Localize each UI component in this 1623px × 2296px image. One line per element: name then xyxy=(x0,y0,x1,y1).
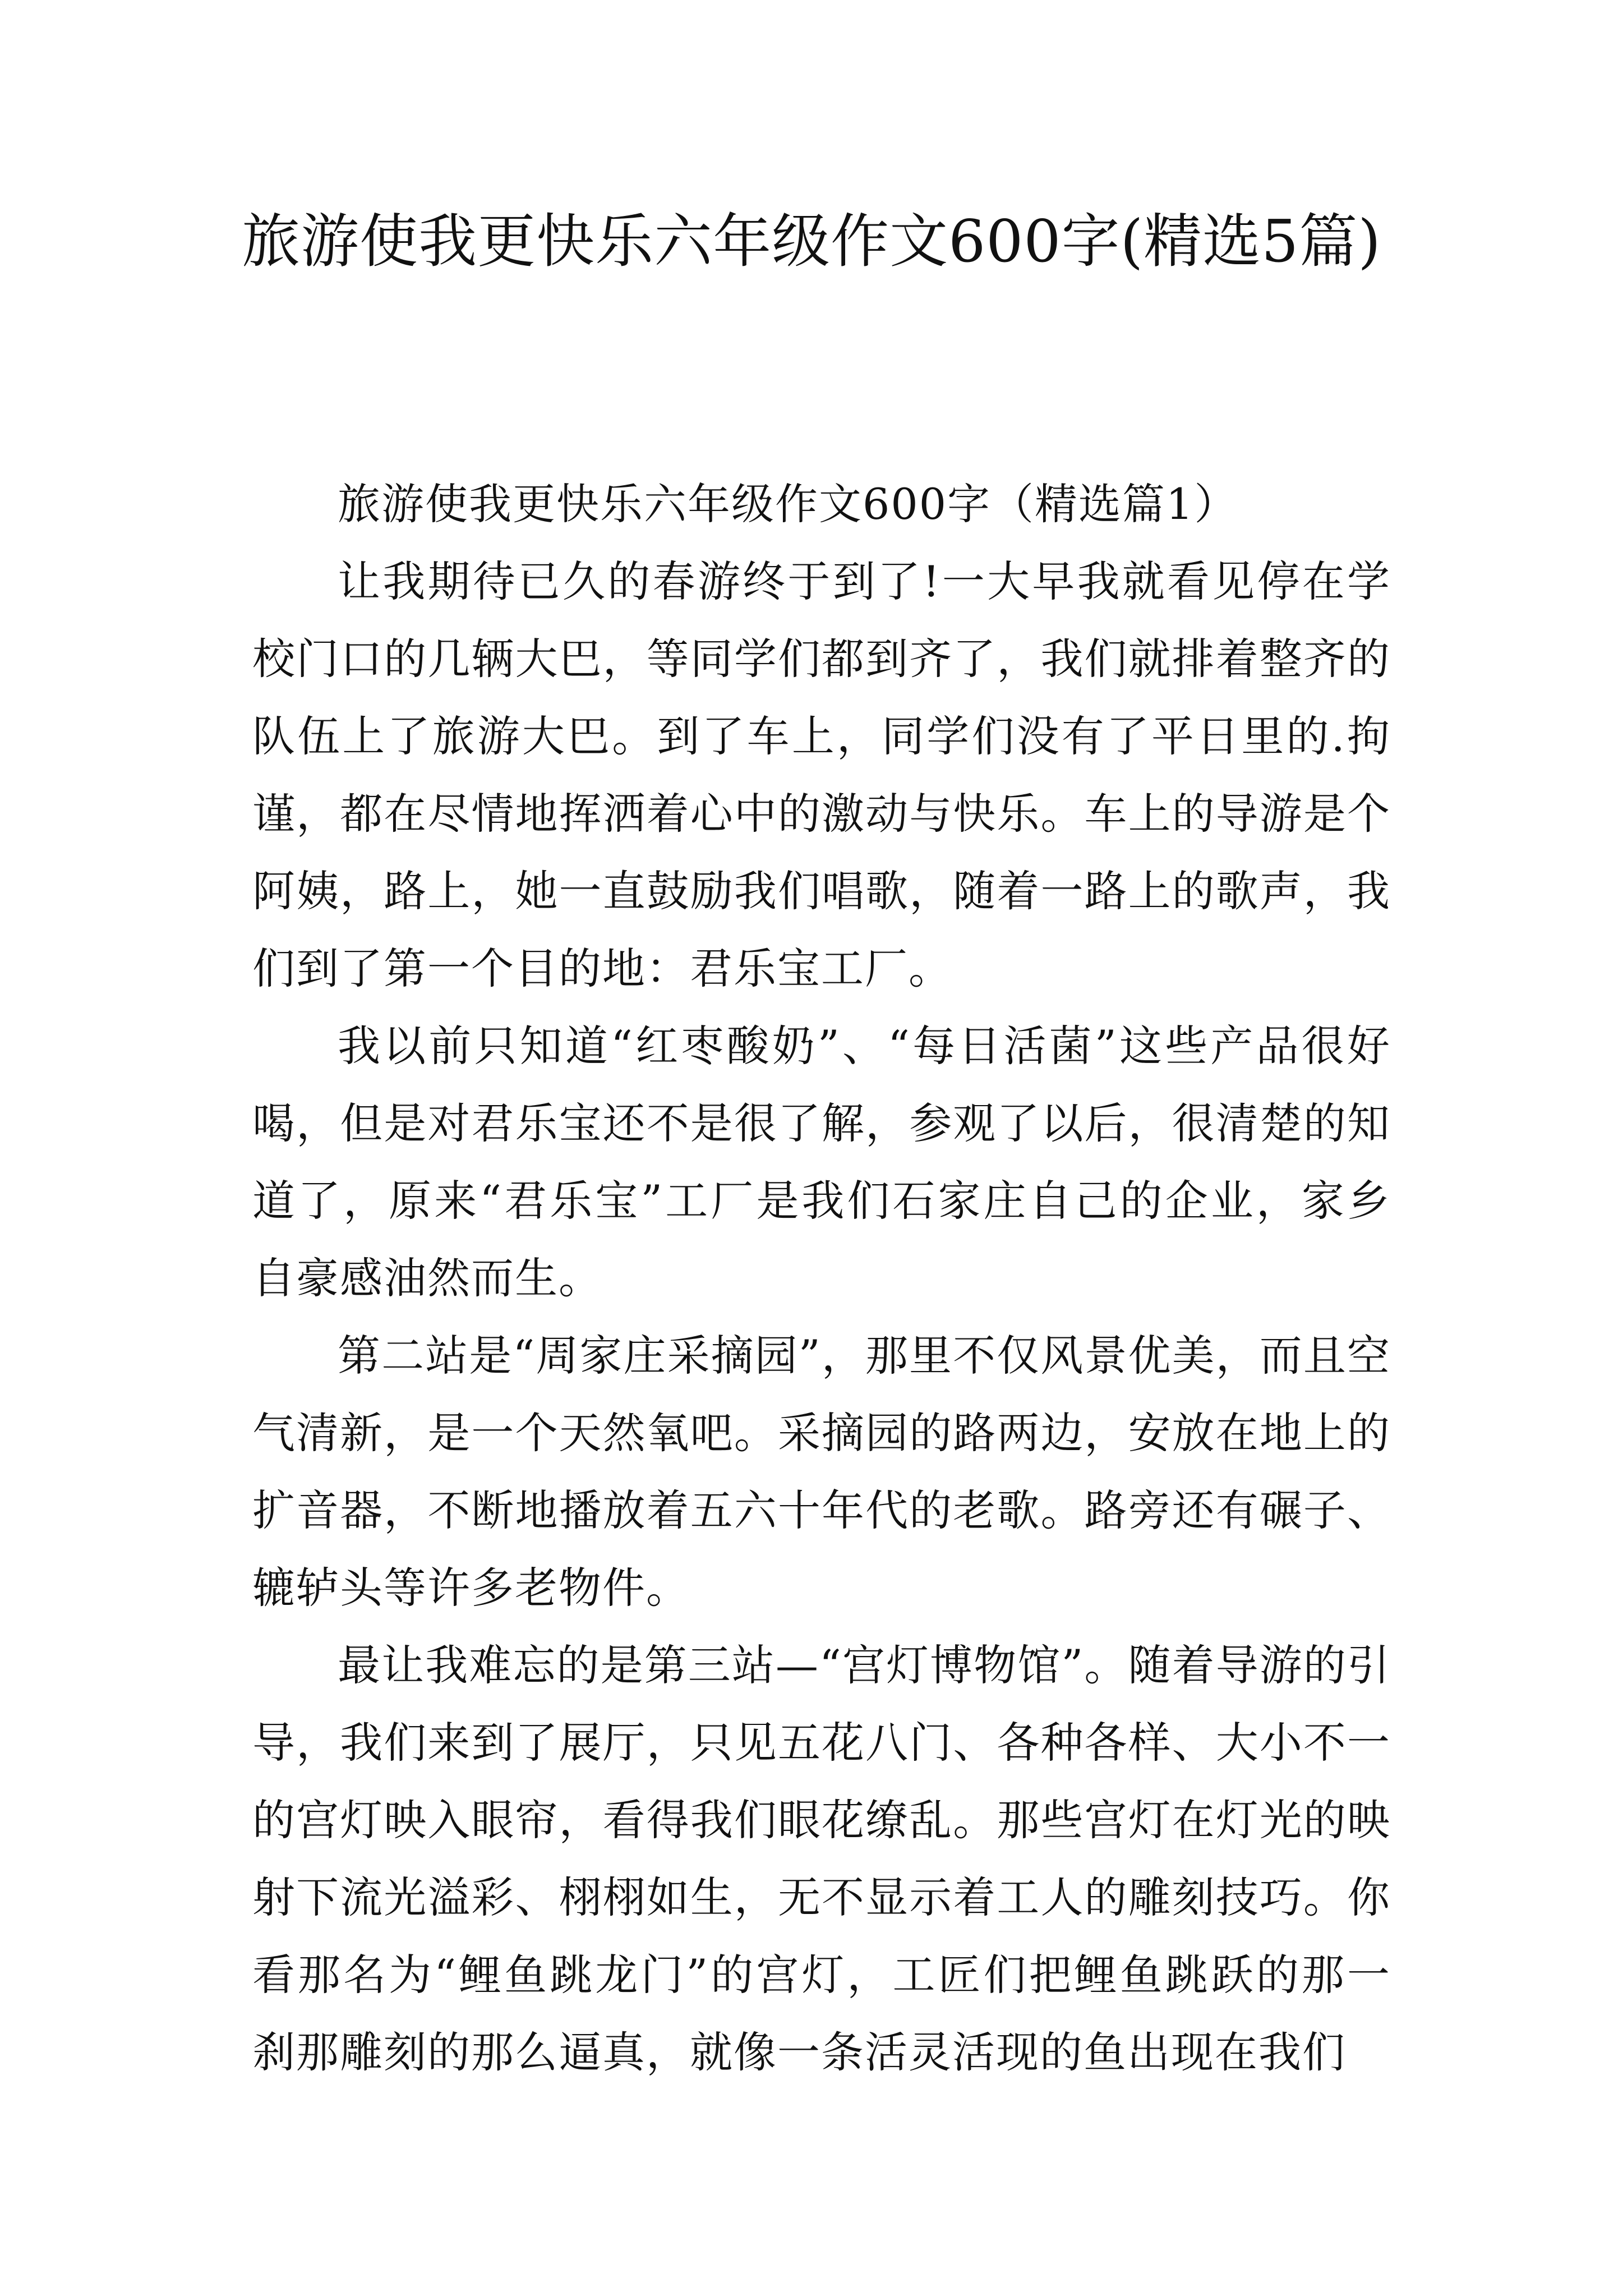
paragraph-2: 我以前只知道“红枣酸奶”、“每日活菌”这些产品很好喝，但是对君乐宝还不是很了解，参观了以后，很清楚的知道了，原来“君乐宝”工厂是我们石家庄自己的企业，家乡自豪感油然而生。 xyxy=(252,1021,1391,1303)
essay-heading: 旅游使我更快乐六年级作文600字（精选篇1） xyxy=(338,479,1238,529)
paragraph-4: 最让我难忘的是第三站—“宫灯博物馆”。随着导游的引导，我们来到了展厅，只见五花八门、各种各样、大小不一的宫灯映入眼帘，看得我们眼花缭乱。那些宫灯在灯光的映射下流光溢彩、栩栩如生，无不显示着工人的雕刻技巧。你看那名为“鲤鱼跳龙门”的宫灯，工匠们把鲤鱼跳跃的那一刹那雕刻的那么逼真，就像一条活灵活现的鱼出现在我们 xyxy=(252,1640,1391,2077)
paragraph-3: 第二站是“周家庄采摘园”，那里不仅风景优美，而且空气清新，是一个天然氧吧。采摘园的路两边，安放在地上的扩音器，不断地播放着五六十年代的老歌。路旁还有碾子、辘轳头等许多老物件。 xyxy=(252,1331,1391,1613)
paragraph-1: 让我期待已久的春游终于到了!一大早我就看见停在学校门口的几辆大巴，等同学们都到齐了，我们就排着整齐的队伍上了旅游大巴。到了车上，同学们没有了平日里的.拘谨，都在尽情地挥洒着心中的激动与快乐。车上的导游是个阿姨，路上，她一直鼓励我们唱歌，随着一路上的歌声，我们到了第一个目的地：君乐宝工厂。 xyxy=(252,556,1391,993)
document-body xyxy=(252,466,1391,2091)
document-title: 旅游使我更快乐六年级作文600字(精选5篇) xyxy=(242,207,1381,275)
